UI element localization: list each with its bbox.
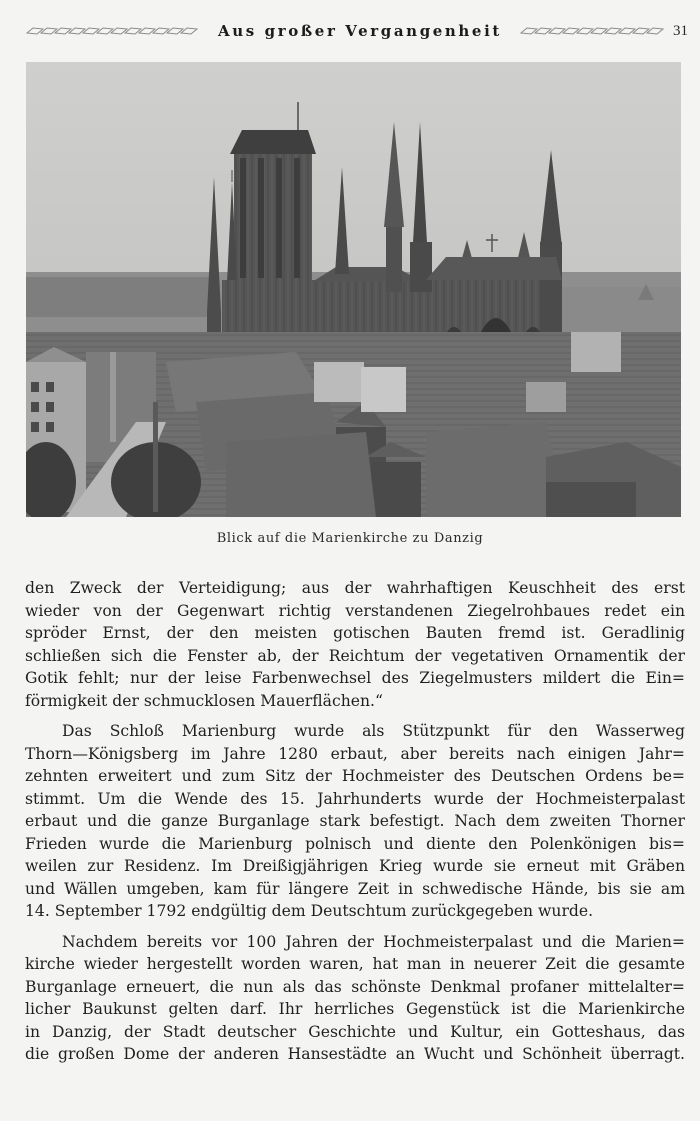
text-line: und Wällen umgeben, kam für längere Zeit in schwedische Hände, bis sie am	[25, 879, 685, 898]
ornament-right	[520, 26, 664, 36]
paragraph-1	[25, 577, 685, 712]
text-line: licher Baukunst gelten darf. Ihr herrliches Gegenstück ist die Marienkirche	[25, 1000, 685, 1018]
text-line: kirche wieder hergestellt worden waren, hat man in neuerer Zeit die gesamte	[25, 955, 685, 973]
text-line: 14. September 1792 endgültig dem Deutschtum zurückgegeben wurde.	[25, 902, 594, 920]
text-line: spröder Ernst, der den meisten gotischen Bauten fremd ist. Geradlinig	[25, 624, 685, 642]
text-line: den Zweck der Verteidigung; aus der wahrhaftigen Keuschheit des erst	[25, 579, 685, 597]
text-line: Das Schloß Marienburg wurde als Stützpunkt für den Wasserweg	[62, 722, 685, 740]
figure-caption: Blick auf die Marienkirche zu Danzig	[216, 531, 484, 546]
text-line: Thorn—Königsberg im Jahre 1280 erbaut, aber bereits nach einigen Jahr=	[25, 744, 685, 763]
text-line: Burganlage erneuert, die nun als das schönste Denkmal profaner mittelalter=	[25, 977, 685, 996]
text-line: Frieden wurde die Marienburg polnisch und diente den Polenkönigen bis=	[25, 834, 685, 853]
text-line: zehnten erweitert und zum Sitz der Hochmeister des Deutschen Ordens be=	[25, 767, 685, 785]
page-number: 31	[673, 22, 688, 39]
church-photo-illustration	[26, 62, 681, 517]
running-head	[26, 20, 688, 42]
text-line: Gotik fehlt; nur der leise Farbenwechsel des Ziegelmusters mildert die Ein=	[25, 669, 685, 687]
text-line: schließen sich die Fenster ab, der Reichtum der vegetativen Ornamentik der	[25, 646, 685, 665]
text-line: die großen Dome der anderen Hansestädte an Wucht und Schönheit überragt.	[25, 1045, 685, 1063]
text-line: weilen zur Residenz. Im Dreißigjährigen Krieg wurde sie erneut mit Gräben	[25, 857, 685, 875]
text-line: in Danzig, der Stadt deutscher Geschichte und Kultur, ein Gotteshaus, das	[25, 1022, 685, 1041]
text-line: erbaut und die ganze Burganlage stark befestigt. Nach dem zweiten Thorner	[25, 812, 685, 830]
paragraph-2	[25, 720, 685, 923]
running-head-title: Aus großer Vergangenheit	[218, 22, 502, 40]
diamond-chain-icon	[26, 26, 198, 36]
paragraph-3	[25, 931, 685, 1066]
ornament-left	[26, 26, 198, 36]
body-text	[25, 577, 685, 1074]
photograph-marienkirche	[26, 62, 681, 517]
diamond-chain-icon	[520, 26, 664, 36]
text-line: stimmt. Um die Wende des 15. Jahrhunderts wurde der Hochmeisterpalast	[25, 789, 685, 808]
text-line: wieder von der Gegenwart richtig verstandenen Ziegelrohbaues redet ein	[25, 601, 685, 620]
text-line: Nachdem bereits vor 100 Jahren der Hochmeisterpalast und die Marien=	[62, 932, 685, 951]
text-line: förmigkeit der schmucklosen Mauerflächen.“	[25, 691, 383, 710]
